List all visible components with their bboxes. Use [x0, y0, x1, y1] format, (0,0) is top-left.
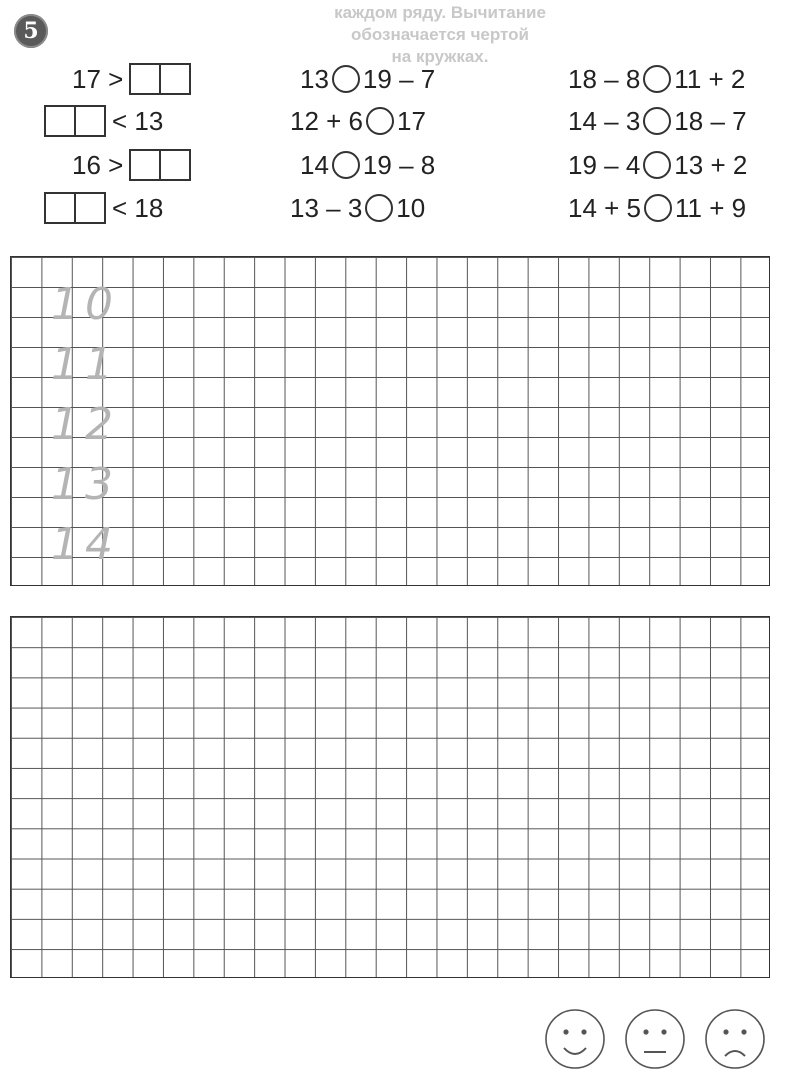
comparison-left: 14 + 5	[568, 192, 642, 223]
tracing-number-10: 10	[51, 279, 119, 330]
right-comparison-1	[568, 62, 745, 96]
comparison-left: 13 – 3	[290, 192, 363, 223]
comparison-circle[interactable]	[332, 65, 360, 93]
comparison-left: 12 + 6	[290, 105, 364, 136]
tracing-number-11: 11	[51, 339, 119, 390]
exercise-area	[0, 58, 790, 238]
left-expression-4	[44, 191, 163, 225]
handwriting-grid-bottom[interactable]	[10, 616, 770, 978]
right-comparison-3	[568, 148, 747, 182]
comparison-right: 19 – 8	[362, 149, 436, 180]
left-expression-1	[72, 62, 191, 96]
comparison-right: 11 + 2	[674, 63, 746, 94]
comparison-circle[interactable]	[643, 107, 671, 135]
tracing-number-13: 13	[51, 459, 119, 510]
left-expression-1-before: 17 >	[72, 63, 124, 94]
comparison-right: 18 – 7	[674, 105, 747, 136]
self-assessment-faces	[540, 1008, 780, 1074]
middle-comparison-4	[290, 191, 425, 225]
left-expression-2	[44, 104, 163, 138]
left-expression-4-after: < 18	[112, 192, 164, 223]
right-comparison-4	[568, 191, 746, 225]
tracing-number-12: 12	[51, 399, 119, 450]
sad-face-icon[interactable]	[704, 1008, 766, 1070]
comparison-circle[interactable]	[644, 194, 672, 222]
middle-comparison-1	[300, 62, 435, 96]
comparison-left: 14 – 3	[568, 105, 641, 136]
faded-text-line-2: на кружках.	[391, 47, 489, 66]
comparison-right: 17	[397, 105, 426, 136]
middle-comparison-2	[290, 104, 426, 138]
comparison-circle[interactable]	[366, 107, 394, 135]
left-expression-3-before: 16 >	[72, 149, 124, 180]
comparison-circle[interactable]	[643, 65, 671, 93]
tracing-number-14: 14	[51, 519, 119, 570]
comparison-left: 19 – 4	[568, 149, 641, 180]
left-expression-3	[72, 148, 191, 182]
comparison-circle[interactable]	[643, 151, 671, 179]
comparison-left: 13	[300, 63, 329, 94]
neutral-face-icon[interactable]	[624, 1008, 686, 1070]
comparison-right: 13 + 2	[674, 149, 748, 180]
left-expression-2-after: < 13	[112, 105, 164, 136]
comparison-right: 10	[396, 192, 426, 223]
answer-boxes[interactable]	[44, 105, 106, 137]
answer-boxes[interactable]	[129, 63, 191, 95]
comparison-circle[interactable]	[332, 151, 360, 179]
handwriting-grid-top[interactable]	[10, 256, 770, 586]
comparison-right: 19 – 7	[362, 63, 436, 94]
comparison-circle[interactable]	[365, 194, 393, 222]
right-comparison-2	[568, 104, 747, 138]
answer-boxes[interactable]	[44, 192, 106, 224]
exercise-number-badge: 5	[14, 14, 48, 48]
answer-boxes[interactable]	[129, 149, 191, 181]
happy-face-icon[interactable]	[544, 1008, 606, 1070]
comparison-left: 18 – 8	[568, 63, 641, 94]
comparison-left: 14	[300, 149, 329, 180]
faded-text-line-1: каждом ряду. Вычитание обозначается чертой	[334, 3, 546, 44]
comparison-right: 11 + 9	[675, 192, 747, 223]
middle-comparison-3	[300, 148, 435, 182]
